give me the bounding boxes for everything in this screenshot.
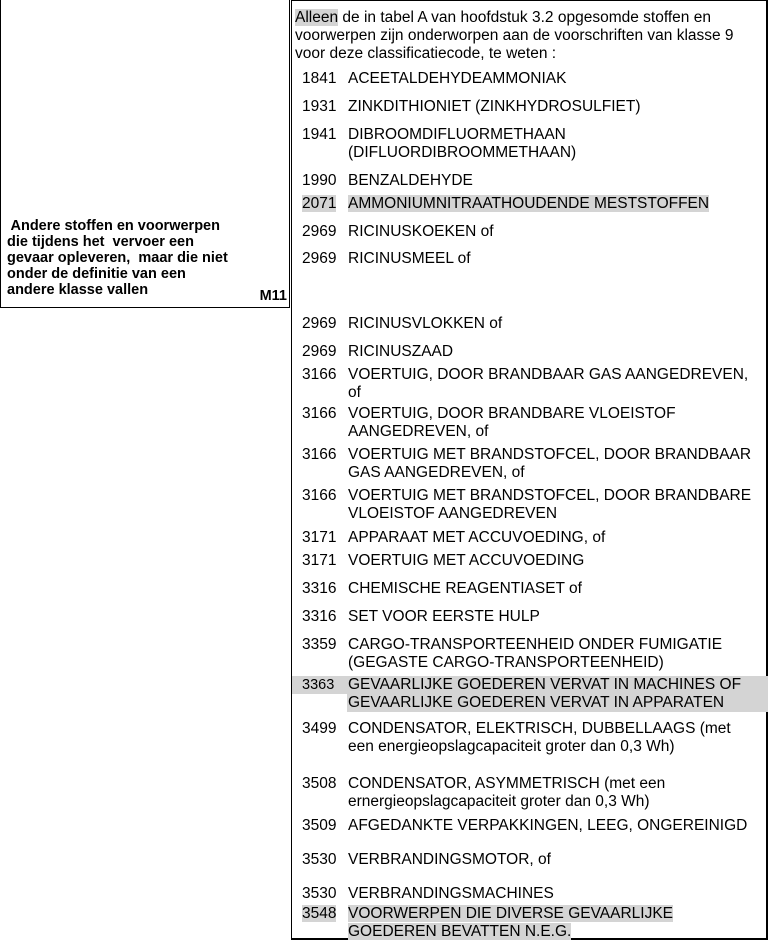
substance-name-line: (GEGASTE CARGO-TRANSPORTEENHEID) [348,654,664,671]
substance-entry [292,676,766,712]
substance-name-line: VERBRANDINGSMOTOR, of [348,851,551,868]
un-number-text: 3316 [302,608,337,625]
un-number [302,195,346,213]
un-number [302,851,346,869]
substances-cell [291,0,768,940]
substance-name-line: AFGEDANKTE VERPAKKINGEN, LEEG, ONGEREINIGD [348,817,748,834]
un-number [302,366,346,384]
classification-code: M11 [259,288,287,304]
substance-name [348,223,762,241]
substance-entry [292,885,766,903]
substance-name-line: VOERTUIG MET ACCUVOEDING [348,552,585,569]
substance-entry [292,720,766,756]
substance-entry [292,98,766,116]
un-number-text: 1941 [302,126,337,143]
intro-text: de in tabel A van hoofdstuk 3.2 opgesomde stoffen en voorwerpen zijn onderworpen aan de voorschriften van klasse 9 voor deze classificatiecode, te weten : [295,9,734,62]
substance-name [348,366,762,402]
classification-cell [0,0,290,308]
un-number [302,405,346,423]
substance-entry [292,580,766,598]
substance-name-line: VLOEISTOF AANGEDREVEN [348,505,558,522]
substance-entry [292,250,766,268]
description-line: andere klasse vallen [7,282,149,298]
substance-entry [292,487,766,523]
un-number-text: 2969 [302,250,337,267]
substance-name [348,405,762,441]
un-number [302,126,346,144]
substance-name-line: DIBROOMDIFLUORMETHAAN [348,126,566,143]
substance-name-line: GOEDEREN BEVATTEN N.E.G. [348,923,572,940]
un-number [302,529,346,547]
un-number [302,636,346,654]
intro-paragraph [295,9,765,63]
description-line: Andere stoffen en voorwerpen [7,218,220,234]
substance-name [348,250,762,268]
substance-name-line: VOERTUIG, DOOR BRANDBARE VLOEISTOF [348,405,676,422]
un-number-text: 2969 [302,343,337,360]
substance-name [348,851,762,869]
substance-name [348,636,762,672]
un-number-text: 1990 [302,172,337,189]
substance-entry [292,608,766,626]
substance-entry [292,529,766,547]
substance-name [348,529,762,547]
un-number [302,676,346,694]
un-number [302,446,346,464]
substance-name [348,446,762,482]
un-number-text: 3530 [302,851,337,868]
un-number-text: 3166 [302,487,337,504]
substance-entry [292,851,766,869]
substance-name [348,885,762,903]
substance-name [348,172,762,190]
substance-name [348,905,762,941]
substance-name-line: ernergieopslagcapaciteit groter dan 0,3 Wh) [348,793,650,810]
substance-name-line: VERBRANDINGSMACHINES [348,885,554,902]
un-number-text: 3548 [302,905,337,922]
un-number-text: 3166 [302,366,337,383]
substance-name-line: RICINUSMEEL of [348,250,471,267]
description-line: onder de definitie van een [7,266,186,282]
substance-name-line: ACEETALDEHYDEAMMONIAK [348,70,567,87]
substance-name-line: ZINKDITHIONIET (ZINKHYDROSULFIET) [348,98,641,115]
substance-name [348,720,762,756]
substance-name [348,775,762,811]
un-number [302,885,346,903]
substance-entry [292,126,766,162]
substance-name-line: CONDENSATOR, ASYMMETRISCH (met een [348,775,666,792]
substance-name-line: VOERTUIG MET BRANDSTOFCEL, DOOR BRANDBARE [348,487,752,504]
substance-entry [292,70,766,88]
description-line: die tijdens het vervoer een [7,234,194,250]
un-number-text: 3509 [302,817,337,834]
substance-name-line: GEVAARLIJKE GOEDEREN VERVAT IN MACHINES OF [348,676,742,693]
substance-name-line: RICINUSZAAD [348,343,454,360]
substance-name [348,580,762,598]
substance-name [348,487,762,523]
substance-name-line: VOORWERPEN DIE DIVERSE GEVAARLIJKE [348,905,674,922]
un-number [302,98,346,116]
substance-name [348,70,762,88]
substance-name-line: of [348,384,361,401]
un-number-text: 1931 [302,98,337,115]
substance-name-line: RICINUSVLOKKEN of [348,315,503,332]
substance-name-line: BENZALDEHYDE [348,172,473,189]
substance-entry [292,446,766,482]
un-number-text: 2969 [302,315,337,332]
substance-entry [292,315,766,333]
description-line: gevaar opleveren, maar die niet [7,250,228,266]
substance-entry [292,636,766,672]
un-number [302,223,346,241]
un-number-text: 3171 [302,529,337,546]
substance-name-line: AMMONIUMNITRAATHOUDENDE MESTSTOFFEN [348,195,710,212]
un-number-text: 2071 [302,195,337,212]
un-number-text: 1841 [302,70,337,87]
substance-name-line: een energieopslagcapaciteit groter dan 0,3 Wh) [348,738,675,755]
substance-name-line: AANGEDREVEN, of [348,423,489,440]
substance-name-line: CONDENSATOR, ELEKTRISCH, DUBBELLAAGS (met [348,720,731,737]
un-number-text: 3166 [302,446,337,463]
substance-name-line: CHEMISCHE REAGENTIASET of [348,580,582,597]
un-number [302,343,346,361]
un-number [302,720,346,738]
un-number-text: 3166 [302,405,337,422]
substance-name [348,195,762,213]
un-number-text: 3508 [302,775,337,792]
un-number-text: 3171 [302,552,337,569]
un-number-text: 3316 [302,580,337,597]
substance-entry [292,405,766,441]
substance-entry [292,343,766,361]
substance-name-line: APPARAAT MET ACCUVOEDING, of [348,529,606,546]
substance-name [348,676,762,712]
un-number [302,580,346,598]
substance-name [348,315,762,333]
un-number-text: 3499 [302,720,337,737]
substance-name-line: SET VOOR EERSTE HULP [348,608,540,625]
substance-name-line: (DIFLUORDIBROOMMETHAAN) [348,144,577,161]
classification-description [7,218,289,298]
un-number [302,250,346,268]
un-number [302,905,346,923]
substance-name [348,343,762,361]
substance-entry [292,905,766,941]
substance-entry [292,817,766,835]
substance-entry [292,552,766,570]
un-number [302,775,346,793]
un-number [302,315,346,333]
un-number [302,552,346,570]
substance-name [348,817,762,835]
un-number [302,172,346,190]
substance-entry [292,366,766,402]
substance-name-line: CARGO-TRANSPORTEENHEID ONDER FUMIGATIE [348,636,723,653]
substance-name [348,552,762,570]
substance-entry [292,172,766,190]
substance-name [348,608,762,626]
un-number [302,817,346,835]
substance-name-line: RICINUSKOEKEN of [348,223,494,240]
substance-name-line: VOERTUIG, DOOR BRANDBAAR GAS AANGEDREVEN, [348,366,749,383]
substance-entry [292,223,766,241]
substance-name [348,98,762,116]
un-number [302,70,346,88]
un-number [302,608,346,626]
substance-name [348,126,762,162]
un-number-text: 3530 [302,885,337,902]
intro-highlight: Alleen [295,9,339,26]
substance-name-line: VOERTUIG MET BRANDSTOFCEL, DOOR BRANDBAAR [348,446,752,463]
substance-name-line: GAS AANGEDREVEN, of [348,464,525,481]
substance-entry [292,775,766,811]
un-number-text: 3359 [302,636,337,653]
substance-name-line: GEVAARLIJKE GOEDEREN VERVAT IN APPARATEN [348,694,725,711]
un-number-text: 3363 [302,677,335,693]
un-number-text: 2969 [302,223,337,240]
substance-entry [292,195,766,213]
un-number [302,487,346,505]
